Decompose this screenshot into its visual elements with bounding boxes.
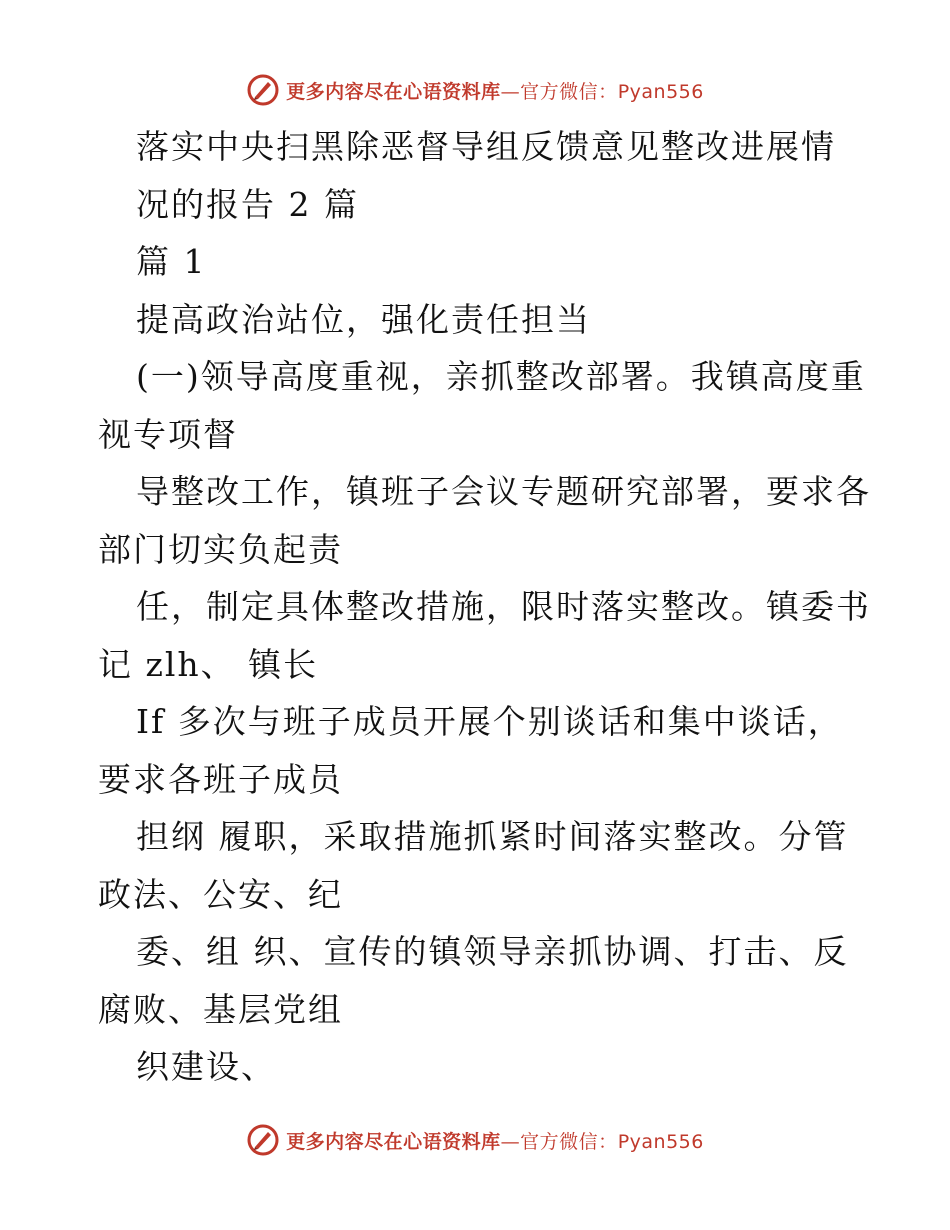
document-line: 落实中央扫黑除恶督导组反馈意见整改进展情	[136, 127, 836, 166]
watermark-text	[286, 77, 704, 104]
document-line: 导整改工作，镇班子会议专题研究部署，要求各	[136, 472, 871, 511]
document-line: 记 zlh、 镇长	[98, 644, 319, 684]
document-line: 任，制定具体整改措施，限时落实整改。镇委书	[136, 587, 871, 626]
document-line: 况的报告 2 篇	[136, 184, 359, 224]
watermark-header	[0, 70, 950, 110]
document-line: 篇 1	[136, 242, 207, 281]
document-line: 部门切实负起责	[98, 529, 343, 569]
watermark-footer	[0, 1120, 950, 1160]
document-line: (一)领导高度重视，亲抓整改部署。我镇高度重	[136, 357, 866, 396]
document-body	[98, 118, 871, 1096]
watermark-official: —官方微信：	[500, 80, 618, 103]
document-line: 视专项督	[98, 414, 238, 454]
document-line: 腐败、基层党组	[98, 989, 343, 1029]
quill-logo-icon	[246, 73, 280, 107]
watermark-official: —官方微信：	[500, 1130, 618, 1153]
watermark-main: 更多内容尽在心语资料库	[286, 1130, 501, 1153]
watermark-id: Pyan556	[617, 1130, 704, 1153]
document-line: 政法、公安、纪	[98, 874, 343, 914]
document-line: 委、组 织、宣传的镇领导亲抓协调、打击、反	[136, 932, 849, 971]
document-line: If 多次与班子成员开展个别谈话和集中谈话，	[136, 702, 843, 741]
document-line: 织建设、	[136, 1047, 276, 1086]
watermark-text	[286, 1127, 704, 1154]
document-line: 要求各班子成员	[98, 759, 343, 799]
watermark-id: Pyan556	[617, 80, 704, 103]
watermark-main: 更多内容尽在心语资料库	[286, 80, 501, 103]
document-line: 提高政治站位，强化责任担当	[136, 299, 591, 339]
quill-logo-icon	[246, 1123, 280, 1157]
document-line: 担纲 履职，采取措施抓紧时间落实整改。分管	[136, 817, 849, 856]
